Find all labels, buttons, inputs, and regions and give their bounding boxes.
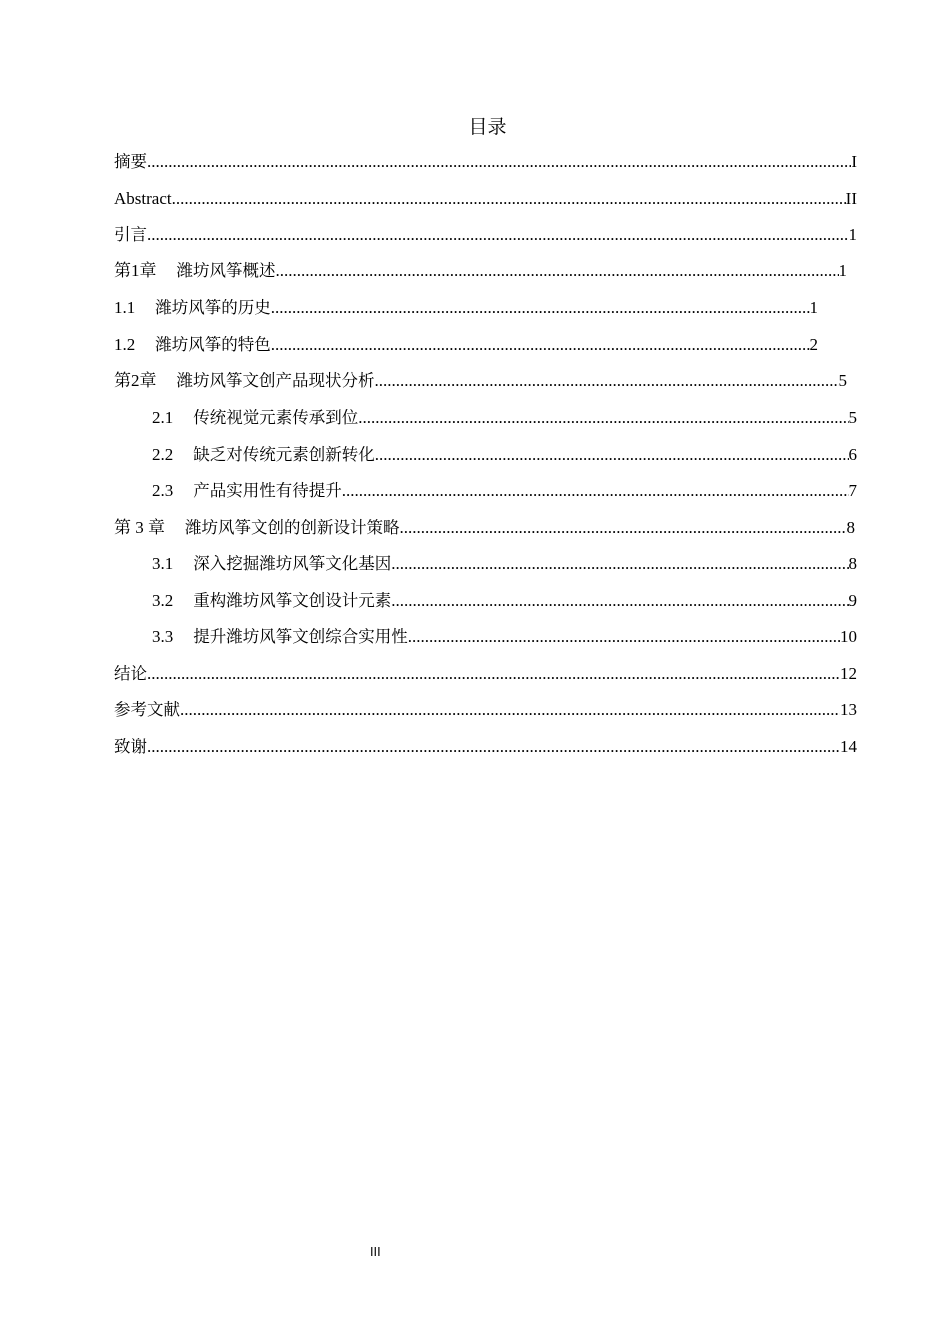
toc-entry[interactable] (114, 259, 847, 283)
toc-entry[interactable] (114, 150, 857, 174)
toc-entry[interactable] (114, 333, 818, 357)
toc-entry-page: 1 (809, 298, 818, 317)
toc-entry-page: 13 (840, 700, 857, 719)
toc-dot-leader (147, 735, 840, 759)
toc-entry-title: 深入挖掘潍坊风筝文化基因 (193, 554, 392, 573)
toc-entry-title: 潍坊风筝的历史 (155, 298, 271, 317)
toc-entry-number: 2.2 (152, 445, 174, 464)
toc-entry-number: 第2章 (114, 371, 157, 390)
toc-dot-leader (391, 552, 848, 576)
toc-entry-page: 1 (848, 225, 857, 244)
toc-entry[interactable] (152, 625, 857, 649)
toc-entry-page: 8 (846, 518, 855, 537)
toc-entry-title: 致谢 (114, 737, 147, 756)
toc-dot-leader (147, 223, 849, 247)
toc-dot-leader (271, 296, 810, 320)
toc-dot-leader (400, 516, 847, 540)
toc-entry-title: 潍坊风筝文创产品现状分析 (176, 371, 375, 390)
toc-entry-title: 摘要 (114, 152, 147, 171)
toc-entry-page: II (845, 189, 857, 208)
toc-entry-number: 3.1 (152, 554, 174, 573)
toc-dot-leader (180, 698, 840, 722)
toc-entry-title: 参考文献 (114, 700, 180, 719)
toc-entry-page: 6 (848, 445, 857, 464)
toc-entry-page: 5 (838, 371, 847, 390)
toc-entry[interactable] (152, 589, 857, 613)
toc-entry-number: 第1章 (114, 261, 157, 280)
toc-dot-leader (391, 589, 848, 613)
toc-entry-page: 8 (848, 554, 857, 573)
toc-entry-number: 第 3 章 (114, 518, 165, 537)
toc-entry-page: 10 (840, 627, 857, 646)
toc-entry-title: 结论 (114, 664, 147, 683)
toc-entry-title: 潍坊风筝概述 (176, 261, 276, 280)
toc-entry[interactable] (114, 698, 857, 722)
toc-entry-page: 14 (840, 737, 857, 756)
toc-dot-leader (375, 369, 839, 393)
toc-entry[interactable] (114, 187, 857, 211)
toc-entry-title: 传统视觉元素传承到位 (193, 408, 359, 427)
toc-entry-page: 5 (848, 408, 857, 427)
toc-entry[interactable] (114, 369, 847, 393)
toc-entry[interactable] (114, 296, 818, 320)
toc-dot-leader (358, 406, 848, 430)
toc-dot-leader (375, 443, 849, 467)
toc-entry-page: 9 (848, 591, 857, 610)
toc-entry[interactable] (114, 735, 857, 759)
toc-dot-leader (147, 150, 851, 174)
toc-entry-title: 缺乏对传统元素创新转化 (193, 445, 375, 464)
page-title: 目录 (468, 116, 507, 138)
toc-entry-number: 2.1 (152, 408, 174, 427)
toc-dot-leader (342, 479, 849, 503)
toc-entry[interactable] (114, 223, 857, 247)
toc-entry-page: 2 (809, 335, 818, 354)
toc-entry-page: 1 (838, 261, 847, 280)
toc-entry-page: 7 (848, 481, 857, 500)
toc-entry[interactable] (152, 479, 857, 503)
toc-entry-number: 3.2 (152, 591, 174, 610)
toc-entry-title: 潍坊风筝文创的创新设计策略 (185, 518, 400, 537)
toc-entry[interactable] (114, 662, 857, 686)
toc-entry-number: 1.1 (114, 298, 136, 317)
toc-entry[interactable] (152, 443, 857, 467)
toc-dot-leader (271, 333, 810, 357)
toc-entry-title: 提升潍坊风筝文创综合实用性 (193, 627, 408, 646)
toc-entry-title: 潍坊风筝的特色 (155, 335, 271, 354)
toc-entry-number: 3.3 (152, 627, 174, 646)
toc-entry-page: 12 (840, 664, 857, 683)
toc-dot-leader (147, 662, 840, 686)
toc-entry[interactable] (152, 552, 857, 576)
toc-entry-title: 产品实用性有待提升 (193, 481, 342, 500)
toc-entry-page: I (851, 152, 857, 171)
toc-entry[interactable] (114, 516, 855, 540)
toc-dot-leader (172, 187, 846, 211)
toc-entry-number: 1.2 (114, 335, 136, 354)
toc-entry-number: 2.3 (152, 481, 174, 500)
toc-dot-leader (408, 625, 840, 649)
toc-dot-leader (276, 259, 839, 283)
toc-entry[interactable] (152, 406, 857, 430)
footer-page-number: III (370, 1245, 381, 1259)
toc-entry-title: Abstract (114, 189, 172, 208)
toc-entry-title: 重构潍坊风筝文创设计元素 (193, 591, 392, 610)
toc-entry-title: 引言 (114, 225, 147, 244)
